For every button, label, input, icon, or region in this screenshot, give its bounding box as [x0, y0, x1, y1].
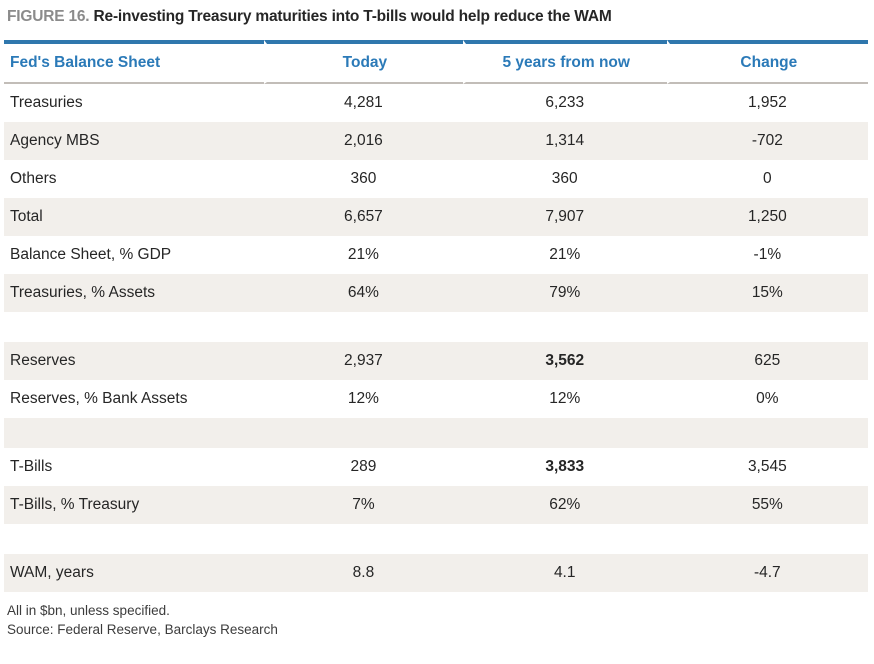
table-row [4, 160, 868, 198]
cell-future: 360 [551, 170, 578, 187]
spacer-row [4, 524, 868, 554]
cell-today [264, 312, 463, 342]
cell-change [667, 524, 868, 554]
cell-label: Total [10, 208, 43, 225]
cell-change [667, 312, 868, 342]
cell-today: 64% [347, 284, 379, 301]
header-today: Today [264, 40, 463, 84]
figure-heading [7, 7, 869, 27]
cell-change: 15% [751, 284, 783, 301]
cell-label: Others [10, 170, 57, 187]
cell-change: -4.7 [753, 564, 781, 581]
figure-title: Re-investing Treasury maturities into T-bills would help reduce the WAM [93, 8, 612, 25]
header-feds-balance-sheet: Fed's Balance Sheet [4, 40, 264, 84]
cell-future: 6,233 [545, 94, 585, 111]
cell-label: Balance Sheet, % GDP [10, 246, 172, 263]
cell-today: 289 [350, 458, 377, 475]
cell-today: 2,016 [344, 132, 383, 149]
cell-today: 2,937 [344, 352, 383, 369]
cell-change: 55% [751, 496, 783, 513]
cell-label: WAM, years [10, 564, 94, 581]
figure-label: FIGURE 16. [7, 8, 90, 25]
cell-future: 3,833 [545, 458, 585, 475]
cell-today: 6,657 [344, 208, 383, 225]
table-row [4, 198, 868, 236]
cell-label: Treasuries [10, 94, 83, 111]
cell-future [463, 524, 667, 554]
footnote-units: All in $bn, unless specified. [7, 603, 170, 618]
cell-change: 0% [756, 390, 779, 407]
table-row [4, 448, 868, 486]
cell-future: 3,562 [545, 352, 585, 369]
cell-label: T-Bills, % Treasury [10, 496, 140, 513]
cell-future: 62% [549, 496, 581, 513]
cell-today: 4,281 [344, 94, 383, 111]
cell-label: Treasuries, % Assets [10, 284, 156, 301]
cell-label: Reserves [10, 352, 76, 369]
header-change: Change [667, 40, 868, 84]
cell-future: 1,314 [545, 132, 585, 149]
cell-today: 7% [352, 496, 375, 513]
table-header [4, 40, 868, 84]
cell-change [667, 418, 868, 448]
cell-label: T-Bills [10, 458, 53, 475]
cell-change: 1,250 [747, 208, 787, 225]
cell-future: 4.1 [553, 564, 576, 581]
table-body [4, 84, 868, 592]
cell-future: 21% [549, 246, 581, 263]
cell-today [264, 524, 463, 554]
cell-change: 1,952 [747, 94, 787, 111]
cell-change: 3,545 [747, 458, 787, 475]
cell-label [4, 312, 264, 342]
cell-future [463, 418, 667, 448]
table-row [4, 554, 868, 592]
footnotes [7, 601, 869, 639]
spacer-row [4, 418, 868, 448]
cell-change: -702 [751, 132, 783, 149]
header-5-years-from-now: 5 years from now [463, 40, 667, 84]
cell-change: 625 [754, 352, 781, 369]
cell-label: Agency MBS [10, 132, 100, 149]
cell-future: 12% [549, 390, 581, 407]
cell-change: -1% [753, 246, 782, 263]
cell-today: 8.8 [352, 564, 375, 581]
cell-today: 21% [347, 246, 379, 263]
footnote-source: Source: Federal Reserve, Barclays Research [7, 622, 278, 637]
cell-future: 79% [549, 284, 581, 301]
table-row [4, 122, 868, 160]
cell-label: Reserves, % Bank Assets [10, 390, 188, 407]
cell-today [264, 418, 463, 448]
cell-today: 12% [347, 390, 379, 407]
cell-future [463, 312, 667, 342]
balance-sheet-table [4, 40, 868, 592]
table-row [4, 486, 868, 524]
cell-today: 360 [350, 170, 377, 187]
cell-label [4, 418, 264, 448]
header-row [4, 40, 868, 84]
table-row [4, 84, 868, 122]
table-row [4, 380, 868, 418]
table-row [4, 274, 868, 312]
spacer-row [4, 312, 868, 342]
table-row [4, 236, 868, 274]
cell-change: 0 [763, 170, 772, 187]
cell-label [4, 524, 264, 554]
table-row [4, 342, 868, 380]
cell-future: 7,907 [545, 208, 585, 225]
